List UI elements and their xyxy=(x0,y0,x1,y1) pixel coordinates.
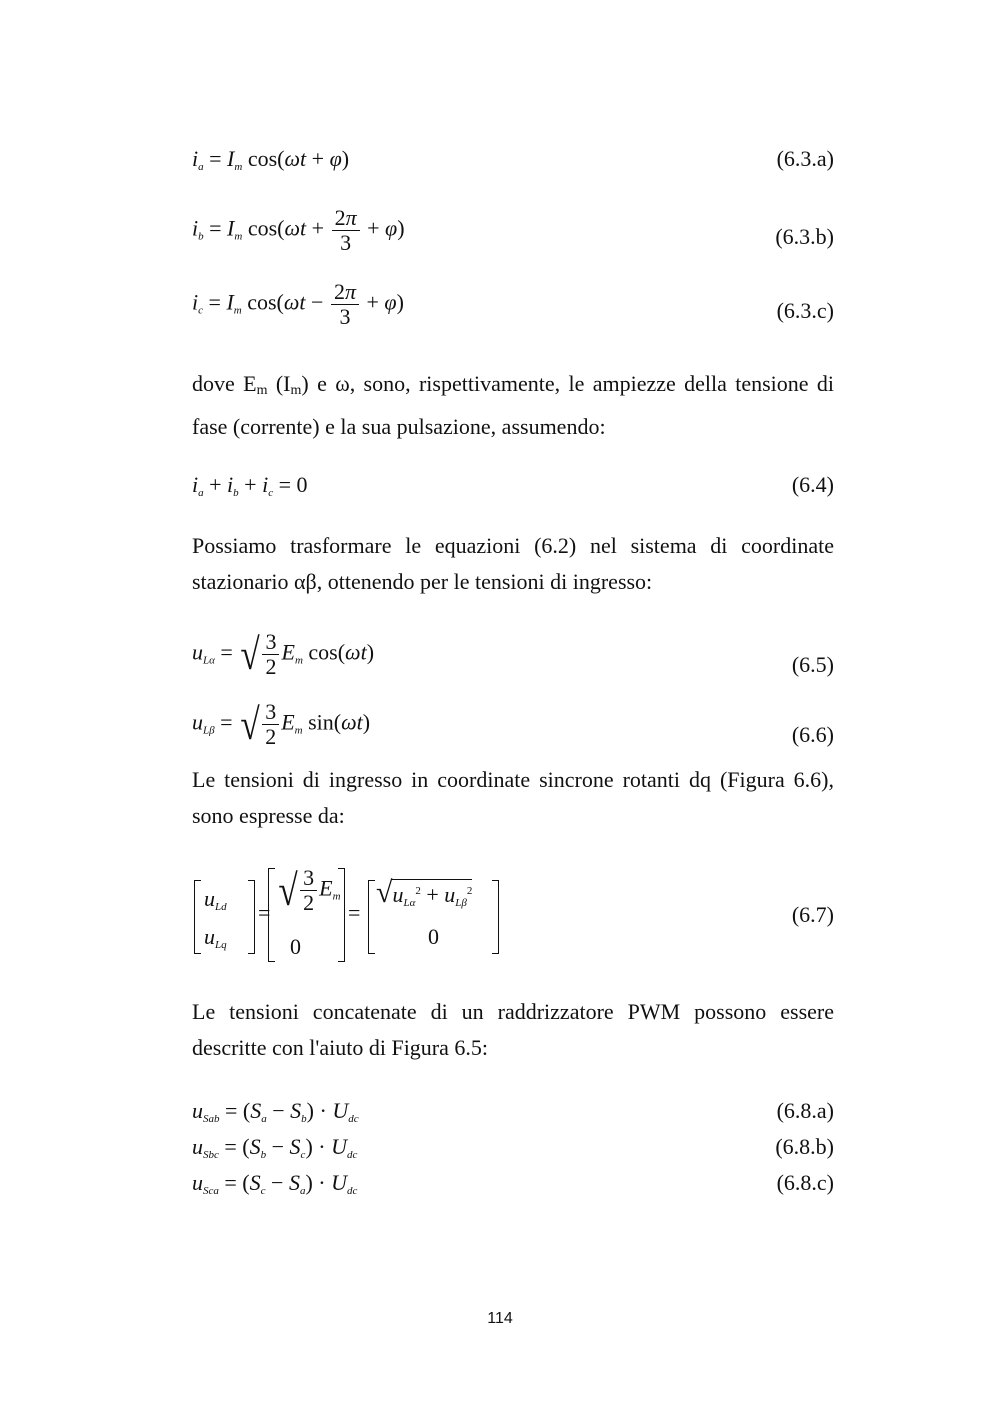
equation-number: (6.7) xyxy=(791,902,834,927)
equation-number: (6.6) xyxy=(791,722,834,747)
equation-body: $i_a + i_b + i_c = 0$ xyxy=(192,472,308,499)
equation-body: $u_{L\beta}$ = √ $\frac{3}{2}$ $E_m$ sin(ωt) xyxy=(192,699,371,749)
paragraph-1: dove $E_m$ $(I_m)$ e ω, sono, rispettivamente, le ampiezze della tensione di fase (corrente) e la sua pulsazione, assumendo: xyxy=(192,371,835,439)
paragraph-4: Le tensioni concatenate di un raddrizzatore PWM possono essere descritte con l'aiuto di Figura 6.5: xyxy=(192,999,834,1060)
equation-body: $u_{Sca} = (S_c - S_a) \cdot U_{dc}$ xyxy=(192,1170,358,1197)
equation-6-5 xyxy=(192,630,834,694)
equation-number: (6.8.b) xyxy=(775,1134,834,1159)
equation-number: (6.3.c) xyxy=(776,298,834,323)
equation-6-3-c xyxy=(192,280,834,340)
equation-number: (6.3.b) xyxy=(775,224,834,249)
equation-number: (6.8.a) xyxy=(776,1098,834,1123)
equation-6-7: $u_{Ld}$ $u_{Lq}$ = √ $\frac{3}{2}$ $E_m$ 0 = $√u_{L\alpha}^2 + u_{L\beta}^2$ 0 (6.7) xyxy=(192,866,834,966)
equation-number: (6.3.a) xyxy=(776,146,834,171)
equation-body: $i_c = I_m$ cos(ωt − $\frac{2\pi}{3}$ + φ) xyxy=(192,279,404,329)
equation-number: (6.8.c) xyxy=(776,1170,834,1195)
paragraph-3: Le tensioni di ingresso in coordinate sincrone rotanti dq (Figura 6.6), sono espresse da: xyxy=(192,767,834,828)
equation-number: (6.5) xyxy=(791,652,834,677)
equation-body: $u_{Sbc} = (S_b - S_c) \cdot U_{dc}$ xyxy=(192,1134,358,1161)
paragraph-2: Possiamo trasformare le equazioni (6.2) nel sistema di coordinate stazionario αβ, ottenendo per le tensioni di ingresso: xyxy=(192,533,834,594)
equation-body: $u_{Sab} = (S_a - S_b) \cdot U_{dc}$ xyxy=(192,1098,359,1125)
equation-body: $u_{L\alpha}$ = √ $\frac{3}{2}$ $E_m$ cos(ωt) xyxy=(192,629,375,679)
equation-6-3-b xyxy=(192,206,834,266)
equation-number: (6.4) xyxy=(791,472,834,497)
equation-body: $i_b = I_m$ cos(ωt + $\frac{2\pi}{3}$ + φ) xyxy=(192,205,405,255)
equation-body: $i_a = I_m$ cos(ωt + φ) xyxy=(192,146,350,173)
page-number: 114 xyxy=(487,1310,513,1327)
equation-6-6 xyxy=(192,700,834,764)
